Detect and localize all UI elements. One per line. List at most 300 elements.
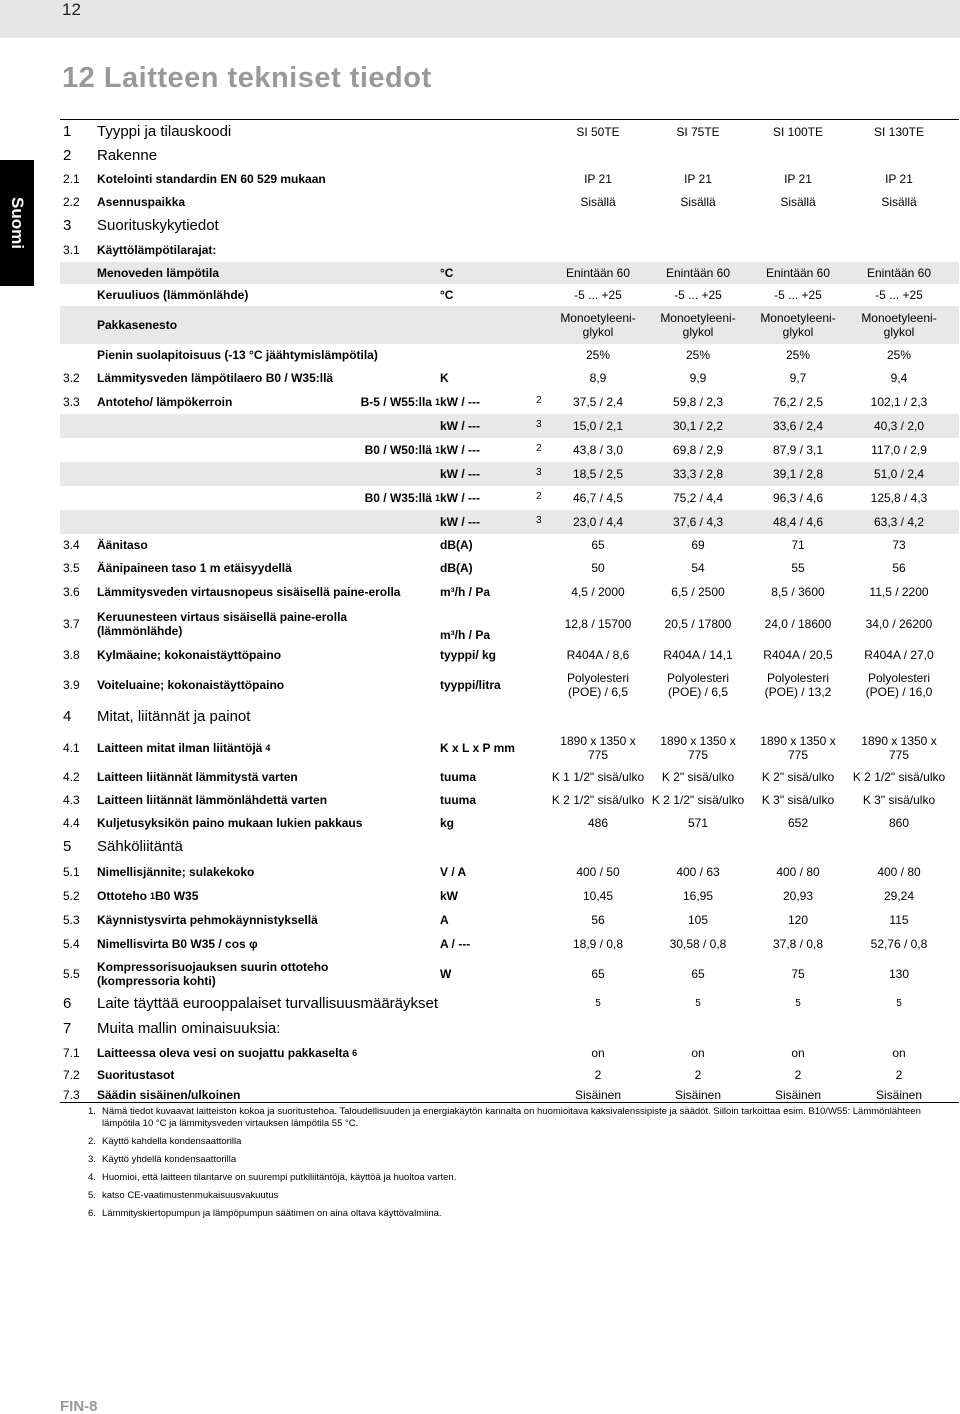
row-number: 2.2 <box>63 195 80 209</box>
value-si-50te: R404A / 8,6 <box>566 648 630 662</box>
row-unit: W <box>440 967 452 981</box>
footnote-ref: 3 <box>536 515 542 526</box>
row-unit: kW / --- <box>440 419 480 433</box>
row-number: 5.1 <box>63 865 80 879</box>
row-label <box>97 766 497 788</box>
row-label <box>97 992 497 1016</box>
value-si-130te: 125,8 / 4,3 <box>870 491 928 505</box>
row-number: 3.2 <box>63 371 80 385</box>
footnote-number: 4. <box>88 1172 96 1183</box>
row-unit: K x L x P mm <box>440 741 515 755</box>
value-si-130te: Enintään 60 <box>866 266 932 280</box>
row-label-text: Pienin suolapitoisuus (-13 °C jäähtymislämpötila) <box>97 348 378 362</box>
row-number: 4.3 <box>63 793 80 807</box>
value-si-50te: 400 / 50 <box>576 865 620 879</box>
row-number: 2.1 <box>63 172 80 186</box>
row-label <box>97 908 497 932</box>
row-label-text: Kylmäaine; kokonaistäyttöpaino <box>97 648 282 662</box>
value-si-50te: SI 50TE <box>576 125 620 139</box>
spec-row <box>60 390 959 414</box>
value-si-75te: 1890 x 1350 x 775 <box>660 734 736 762</box>
row-unit: K <box>440 371 449 385</box>
spec-row <box>60 120 959 144</box>
row-label <box>97 262 497 284</box>
value-si-100te: 55 <box>791 561 805 575</box>
spec-row <box>60 1042 959 1064</box>
value-si-50te: Monoetyleeni- glykol <box>560 311 636 339</box>
value-si-100te: K 3" sisä/ulko <box>761 793 835 807</box>
value-si-100te: 71 <box>791 538 805 552</box>
row-label <box>97 788 497 812</box>
spec-row <box>60 834 959 860</box>
footnote-ref: 1 <box>434 445 440 455</box>
row-condition: B-5 / W55:lla 1 <box>360 395 440 409</box>
value-si-130te: 2 <box>895 1068 903 1082</box>
row-label <box>97 666 497 704</box>
value-si-75te: R404A / 14,1 <box>663 648 733 662</box>
value-si-130te: Sisäinen <box>875 1088 923 1102</box>
spec-row <box>60 556 959 580</box>
spec-row <box>60 510 959 534</box>
row-label-text: Antoteho/ lämpökerroin <box>97 395 233 409</box>
value-si-75te: Sisällä <box>680 195 716 209</box>
value-si-50te: Polyolesteri (POE) / 6,5 <box>566 671 630 699</box>
value-si-50te: 1890 x 1350 x 775 <box>560 734 636 762</box>
value-si-100te: Monoetyleeni- glykol <box>760 311 836 339</box>
footnote-item <box>88 1208 938 1220</box>
spec-row <box>60 414 959 438</box>
row-label <box>97 534 497 556</box>
row-number: 7.2 <box>63 1068 80 1082</box>
row-label <box>97 834 497 860</box>
row-label-text: Ottoteho <box>97 889 147 903</box>
spec-row <box>60 860 959 884</box>
value-si-75te: 33,3 / 2,8 <box>672 467 724 481</box>
spec-row <box>60 932 959 956</box>
value-si-50te: 8,9 <box>589 371 607 385</box>
value-si-130te: 102,1 / 2,3 <box>870 395 928 409</box>
spec-row <box>60 1086 959 1104</box>
spec-row <box>60 956 959 992</box>
value-si-50te: IP 21 <box>584 172 612 186</box>
row-label-text: Voiteluaine; kokonaistäyttöpaino <box>97 678 285 692</box>
value-si-75te: 571 <box>687 816 709 830</box>
spec-row <box>60 366 959 390</box>
value-si-130te: on <box>892 1046 906 1060</box>
row-number: 3.9 <box>63 678 80 692</box>
footnote-ref: 1 <box>434 493 440 503</box>
footnote-text: katso CE-vaatimustenmukaisuusvakuutus <box>102 1190 279 1201</box>
spec-table <box>60 119 959 1103</box>
row-unit: tyyppi/litra <box>440 678 501 692</box>
value-si-100te: R404A / 20,5 <box>763 648 833 662</box>
row-label-text: Käynnistysvirta pehmokäynnistyksellä <box>97 913 318 927</box>
value-si-50te: 486 <box>587 816 609 830</box>
value-si-130te: K 3" sisä/ulko <box>862 793 936 807</box>
row-label <box>97 730 497 766</box>
row-label-text: Pakkasenesto <box>97 318 178 332</box>
spec-row <box>60 462 959 486</box>
value-si-130te: 9,4 <box>890 371 908 385</box>
row-unit: °C <box>440 288 454 302</box>
value-si-100te: Sisäinen <box>774 1088 822 1102</box>
row-label-text: Keruunesteen virtaus sisäisellä paine-erolla (lämmönlähde) <box>97 610 348 638</box>
value-si-75te: SI 75TE <box>676 125 720 139</box>
value-si-100te: 48,4 / 4,6 <box>772 515 824 529</box>
footnote-text: Lämmityskiertopumpun ja lämpöpumpun säätimen on aina oltava käyttövalmiina. <box>102 1208 442 1219</box>
value-si-75te: 400 / 63 <box>676 865 720 879</box>
footnote-item <box>88 1190 938 1202</box>
row-unit: kW / --- <box>440 515 480 529</box>
footnote-ref: 2 <box>536 395 542 406</box>
value-si-50te: 46,7 / 4,5 <box>572 491 624 505</box>
row-label <box>97 214 497 238</box>
value-si-75te: 25% <box>685 348 711 362</box>
row-number: 7.1 <box>63 1046 80 1060</box>
value-si-100te: 39,1 / 2,8 <box>772 467 824 481</box>
row-label <box>97 604 497 644</box>
value-si-100te: 75 <box>791 967 805 981</box>
value-si-130te: 34,0 / 26200 <box>865 617 933 631</box>
spec-row <box>60 704 959 730</box>
value-si-130te: Monoetyleeni- glykol <box>861 311 937 339</box>
row-number: 1 <box>63 123 72 140</box>
value-si-130te: IP 21 <box>885 172 913 186</box>
value-si-50te: 18,9 / 0,8 <box>572 937 624 951</box>
row-label-text: Äänipaineen taso 1 m etäisyydellä <box>97 561 292 575</box>
value-si-100te: Sisällä <box>780 195 816 209</box>
row-unit: m³/h / Pa <box>440 585 491 599</box>
row-label <box>97 812 497 834</box>
spec-row <box>60 788 959 812</box>
spec-row <box>60 238 959 262</box>
value-si-75te: 30,58 / 0,8 <box>669 937 727 951</box>
side-tab-label: Suomi <box>8 197 27 249</box>
spec-row <box>60 144 959 168</box>
row-label-text: Suoritustasot <box>97 1068 175 1082</box>
value-si-130te: Sisällä <box>881 195 917 209</box>
row-unit: tyyppi/ kg <box>440 648 497 662</box>
row-label <box>97 956 497 992</box>
footnote-number: 2. <box>88 1136 96 1147</box>
value-si-100te: IP 21 <box>784 172 812 186</box>
row-unit: kW / --- <box>440 467 480 481</box>
value-si-75te: 65 <box>691 967 705 981</box>
value-si-100te: 1890 x 1350 x 775 <box>760 734 836 762</box>
row-number: 5.3 <box>63 913 80 927</box>
chapter-title: 12 Laitteen tekniset tiedot <box>62 62 432 94</box>
row-label <box>97 580 497 604</box>
value-si-75te: K 2" sisä/ulko <box>661 770 735 784</box>
value-si-130te: 52,76 / 0,8 <box>870 937 928 951</box>
row-number: 5 <box>63 838 72 855</box>
value-si-100te: 400 / 80 <box>776 865 820 879</box>
row-unit: dB(A) <box>440 538 473 552</box>
value-si-50te: on <box>591 1046 605 1060</box>
spec-row <box>60 190 959 214</box>
row-label-text: Lämmitysveden lämpötilaero B0 / W35:llä <box>97 371 334 385</box>
value-si-130te: SI 130TE <box>873 125 925 139</box>
footnote-number: 5. <box>88 1190 96 1201</box>
row-number: 3.6 <box>63 585 80 599</box>
footnotes <box>88 1106 938 1226</box>
value-si-75te: Polyolesteri (POE) / 6,5 <box>666 671 730 699</box>
value-si-130te: 11,5 / 2200 <box>869 585 929 599</box>
footnote-ref: 1 <box>434 397 440 407</box>
row-label-text: Sähköliitäntä <box>97 838 183 855</box>
value-si-75te: 2 <box>694 1068 702 1082</box>
value-si-100te: 37,8 / 0,8 <box>772 937 824 951</box>
spec-row <box>60 908 959 932</box>
row-label-text: Nimellisvirta B0 W35 / cos φ <box>97 937 258 951</box>
row-label <box>97 306 497 344</box>
row-label <box>97 1042 497 1064</box>
value-si-50te: 65 <box>591 967 605 981</box>
row-label <box>97 238 497 262</box>
footnote-ref: 2 <box>536 491 542 502</box>
value-si-75te: 54 <box>691 561 705 575</box>
row-number: 4.2 <box>63 770 80 784</box>
spec-row <box>60 666 959 704</box>
footnote-text: Käyttö kahdella kondensaattorilla <box>102 1136 242 1147</box>
footnote-item <box>88 1154 938 1166</box>
row-number: 5.2 <box>63 889 80 903</box>
value-si-50te: 10,45 <box>582 889 614 903</box>
row-label-text: Tyyppi ja tilauskoodi <box>97 123 232 140</box>
footnote-ref: 3 <box>536 467 542 478</box>
value-si-50te: 5 <box>595 998 601 1009</box>
value-si-130te: 25% <box>886 348 912 362</box>
spec-row <box>60 486 959 510</box>
value-si-100te: -5 ... +25 <box>774 288 822 302</box>
row-label-text: Muita mallin ominaisuuksia: <box>97 1020 281 1037</box>
value-si-50te: 25% <box>585 348 611 362</box>
row-label-text: Keruuliuos (lämmönlähde) <box>97 288 249 302</box>
row-unit: m³/h / Pa <box>440 628 491 642</box>
row-condition: B0 / W35:llä 1 <box>364 491 440 505</box>
spec-row <box>60 306 959 344</box>
footnote-ref: 3 <box>536 419 542 430</box>
row-label <box>97 190 497 214</box>
value-si-100te: Enintään 60 <box>765 266 831 280</box>
value-si-130te: R404A / 27,0 <box>864 648 934 662</box>
row-label-text: Lämmitysveden virtausnopeus sisäisellä paine-erolla <box>97 585 401 599</box>
value-si-50te: 50 <box>591 561 605 575</box>
value-si-50te: 4,5 / 2000 <box>571 585 625 599</box>
row-number: 3.5 <box>63 561 80 575</box>
value-si-130te: -5 ... +25 <box>875 288 923 302</box>
row-number: 5.5 <box>63 967 80 981</box>
value-si-75te: 5 <box>695 998 701 1009</box>
value-si-100te: on <box>791 1046 805 1060</box>
row-label-text: Menoveden lämpötila <box>97 266 220 280</box>
row-label-text: Kotelointi standardin EN 60 529 mukaan <box>97 172 326 186</box>
footnote-ref: 2 <box>536 443 542 454</box>
value-si-100te: 87,9 / 3,1 <box>772 443 824 457</box>
footnote-ref: 1 <box>150 891 156 901</box>
row-unit: kW / --- <box>440 395 480 409</box>
spec-row <box>60 604 959 644</box>
value-si-130te: Polyolesteri (POE) / 16,0 <box>865 671 933 699</box>
footnote-item <box>88 1106 938 1130</box>
row-label <box>97 884 497 908</box>
value-si-50te: 2 <box>594 1068 602 1082</box>
spec-row <box>60 344 959 366</box>
value-si-75te: Monoetyleeni- glykol <box>660 311 736 339</box>
value-si-75te: 6,5 / 2500 <box>671 585 725 599</box>
value-si-75te: on <box>691 1046 705 1060</box>
footnote-ref: 6 <box>352 1048 358 1058</box>
row-label-text: Kuljetusyksikön paino mukaan lukien pakkaus <box>97 816 363 830</box>
footnote-text: Nämä tiedot kuvaavat laitteiston kokoa ja suoritustehoa. Taloudellisuuden ja energiakäytön kannalta on huomioitava kaksivalenssipiste ja säädöt. Silloin tarkoittaa esim. B10/W55: Lämmönlähteen lämpötila 10 °C ja lämmitysveden virtauksen lämpötila 55 °C. <box>102 1106 921 1129</box>
value-si-130te: 130 <box>888 967 910 981</box>
row-number: 4.4 <box>63 816 80 830</box>
value-si-50te: Sisällä <box>580 195 616 209</box>
row-number: 3.7 <box>63 617 80 631</box>
row-unit: kW / --- <box>440 443 480 457</box>
value-si-130te: 56 <box>892 561 906 575</box>
row-label <box>97 168 497 190</box>
spec-row <box>60 992 959 1016</box>
value-si-130te: K 2 1/2" sisä/ulko <box>852 770 946 784</box>
spec-row <box>60 644 959 666</box>
value-si-75te: 30,1 / 2,2 <box>672 419 724 433</box>
footnote-number: 3. <box>88 1154 96 1165</box>
spec-row <box>60 168 959 190</box>
spec-row <box>60 580 959 604</box>
value-si-100te: 76,2 / 2,5 <box>772 395 824 409</box>
footnote-text: Huomioi, että laitteen tilantarve on suurempi putkiliitäntöjä, käyttöä ja huoltoa varten. <box>102 1172 457 1183</box>
page-footer: FIN-8 <box>60 1398 98 1414</box>
row-unit: A / --- <box>440 937 471 951</box>
row-label-text: Mitat, liitännät ja painot <box>97 708 251 725</box>
row-label <box>97 366 497 390</box>
row-number: 3.3 <box>63 395 80 409</box>
row-number: 5.4 <box>63 937 80 951</box>
value-si-75te: IP 21 <box>684 172 712 186</box>
value-si-50te: Enintään 60 <box>565 266 631 280</box>
spec-row <box>60 534 959 556</box>
value-si-100te: SI 100TE <box>772 125 824 139</box>
row-label <box>97 556 497 580</box>
footnote-item <box>88 1136 938 1148</box>
value-si-100te: 120 <box>787 913 809 927</box>
row-number: 4.1 <box>63 741 80 755</box>
footnote-number: 1. <box>88 1106 96 1117</box>
row-label-text: Käyttölämpötilarajat: <box>97 243 217 257</box>
value-si-100te: 33,6 / 2,4 <box>772 419 824 433</box>
value-si-100te: 2 <box>794 1068 802 1082</box>
value-si-75te: 59,8 / 2,3 <box>672 395 724 409</box>
value-si-50te: Sisäinen <box>574 1088 622 1102</box>
spec-row <box>60 730 959 766</box>
value-si-75te: 69 <box>691 538 705 552</box>
spec-row <box>60 262 959 284</box>
value-si-100te: 9,7 <box>789 371 807 385</box>
value-si-50te: 12,8 / 15700 <box>564 617 632 631</box>
row-label <box>97 284 497 306</box>
value-si-100te: 8,5 / 3600 <box>771 585 825 599</box>
value-si-130te: 400 / 80 <box>877 865 921 879</box>
value-si-50te: 37,5 / 2,4 <box>572 395 624 409</box>
spec-row <box>60 1016 959 1042</box>
value-si-75te: 105 <box>687 913 709 927</box>
value-si-75te: 16,95 <box>682 889 714 903</box>
value-si-130te: 5 <box>896 998 902 1009</box>
spec-row <box>60 812 959 834</box>
value-si-50te: -5 ... +25 <box>574 288 622 302</box>
row-label-text: Äänitaso <box>97 538 148 552</box>
row-label-text: Nimellisjännite; sulakekoko <box>97 865 255 879</box>
row-label-text: Asennuspaikka <box>97 195 186 209</box>
value-si-50te: K 2 1/2" sisä/ulko <box>551 793 645 807</box>
footnote-text: Käyttö yhdellä kondensaattorilla <box>102 1154 237 1165</box>
page-number: 12 <box>62 0 81 19</box>
row-number: 4 <box>63 708 72 725</box>
spec-row <box>60 884 959 908</box>
value-si-75te: Enintään 60 <box>665 266 731 280</box>
row-unit: A <box>440 913 449 927</box>
value-si-50te: 18,5 / 2,5 <box>572 467 624 481</box>
row-label-text: Suorituskykytiedot <box>97 217 219 234</box>
value-si-75te: 9,9 <box>689 371 707 385</box>
value-si-50te: 43,8 / 3,0 <box>572 443 624 457</box>
value-si-130te: 115 <box>889 913 909 927</box>
row-label <box>97 344 497 366</box>
row-unit: V / A <box>440 865 467 879</box>
spec-row <box>60 766 959 788</box>
row-label-text: Laitteen liitännät lämmitystä varten <box>97 770 298 784</box>
value-si-50te: 65 <box>591 538 605 552</box>
value-si-130te: 1890 x 1350 x 775 <box>861 734 937 762</box>
value-si-130te: 860 <box>888 816 910 830</box>
row-label-text: Laitteen mitat ilman liitäntöjä <box>97 741 263 755</box>
value-si-100te: 25% <box>785 348 811 362</box>
spec-row <box>60 214 959 238</box>
row-label <box>97 1086 497 1104</box>
value-si-100te: 20,93 <box>782 889 814 903</box>
value-si-100te: 96,3 / 4,6 <box>772 491 824 505</box>
value-si-100te: 652 <box>787 816 809 830</box>
row-label <box>97 144 497 168</box>
row-label <box>97 860 497 884</box>
row-unit: °C <box>440 266 454 280</box>
value-si-75te: 69,8 / 2,9 <box>672 443 724 457</box>
row-label-suffix: B0 W35 <box>155 889 199 903</box>
spec-row <box>60 1064 959 1086</box>
value-si-75te: -5 ... +25 <box>674 288 722 302</box>
row-number: 2 <box>63 147 72 164</box>
row-label-text: Kompressorisuojauksen suurin ottoteho (kompressoria kohti) <box>97 960 329 988</box>
value-si-75te: 75,2 / 4,4 <box>672 491 724 505</box>
row-unit: kW <box>440 889 458 903</box>
row-label-text: Laitteessa oleva vesi on suojattu pakkaselta <box>97 1046 350 1060</box>
row-label-text: Säädin sisäinen/ulkoinen <box>97 1088 241 1102</box>
row-unit: kW / --- <box>440 491 480 505</box>
row-number: 3 <box>63 217 72 234</box>
row-label <box>97 1064 497 1086</box>
spec-row <box>60 438 959 462</box>
value-si-130te: 51,0 / 2,4 <box>873 467 925 481</box>
value-si-50te: 56 <box>591 913 605 927</box>
row-label-text: Laite täyttää eurooppalaiset turvallisuusmääräykset <box>97 995 439 1012</box>
row-unit: tuuma <box>440 793 476 807</box>
row-number: 7 <box>63 1020 72 1037</box>
language-side-tab <box>0 160 34 286</box>
row-label-text: Rakenne <box>97 147 158 164</box>
value-si-75te: 20,5 / 17800 <box>664 617 732 631</box>
row-number: 3.1 <box>63 243 80 257</box>
